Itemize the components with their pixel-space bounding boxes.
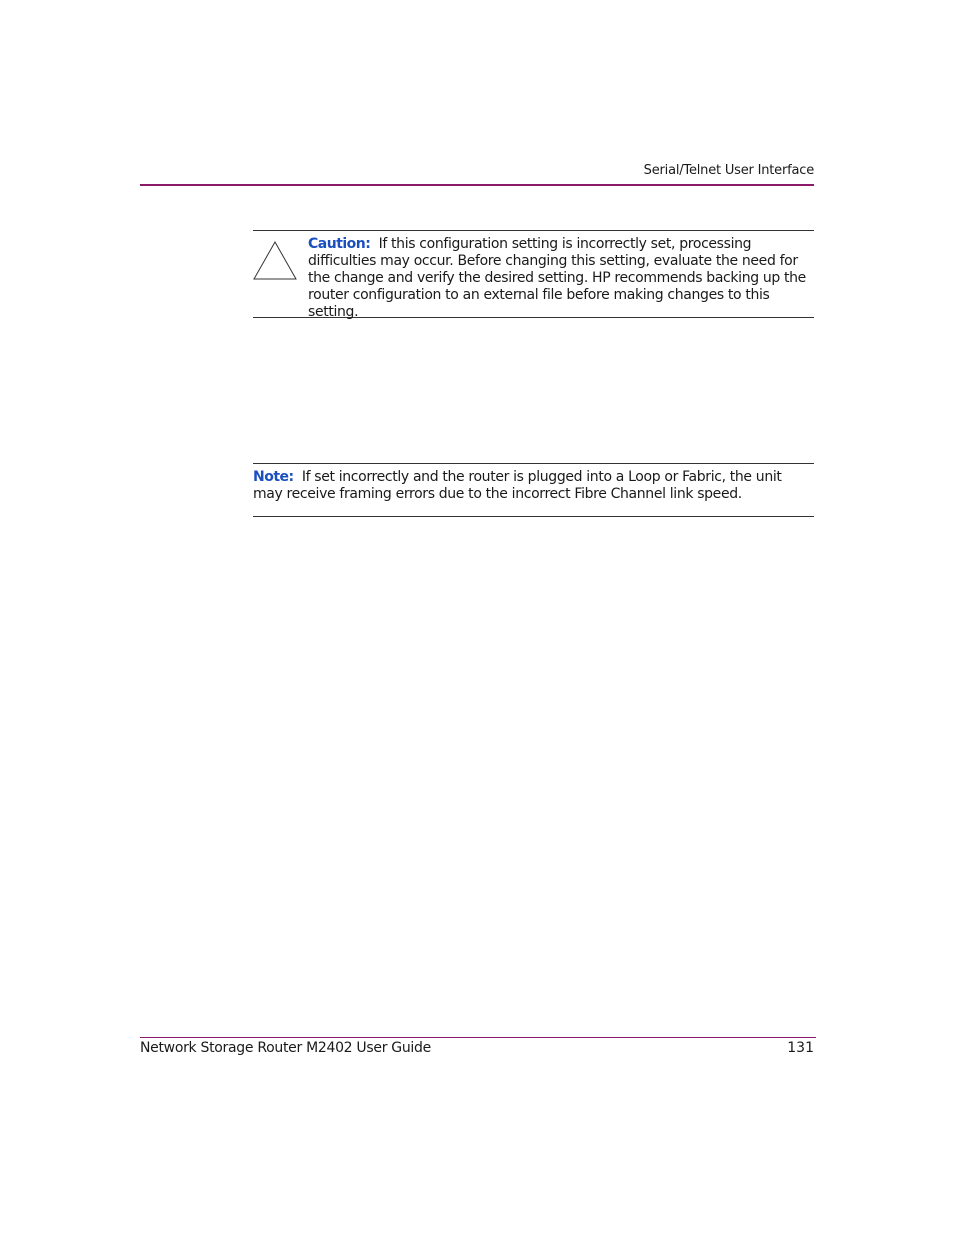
note-body: If set incorrectly and the router is plugged into a Loop or Fabric, the unit may receive framing errors due to the incorrect Fibre Channel link speed. xyxy=(253,469,782,502)
caution-label: Caution: xyxy=(308,236,371,252)
caution-body: If this configuration setting is incorrectly set, processing difficulties may occur. Before changing this setting, evaluate the need for the change and verify the desired setting. HP recommends backing up the router configuration to an external file before making changes to this setting. xyxy=(308,236,806,320)
footer-page-number: 131 xyxy=(787,1040,814,1056)
header-rule xyxy=(140,184,814,186)
footer-rule xyxy=(140,1037,816,1038)
caution-triangle-icon xyxy=(253,239,299,281)
caution-text-block xyxy=(308,236,808,321)
footer-document-title: Network Storage Router M2402 User Guide xyxy=(140,1040,431,1056)
caution-callout xyxy=(253,230,814,318)
note-callout xyxy=(253,463,814,517)
running-header-title: Serial/Telnet User Interface xyxy=(643,163,814,178)
note-label: Note: xyxy=(253,469,294,485)
note-text-block xyxy=(253,469,809,503)
